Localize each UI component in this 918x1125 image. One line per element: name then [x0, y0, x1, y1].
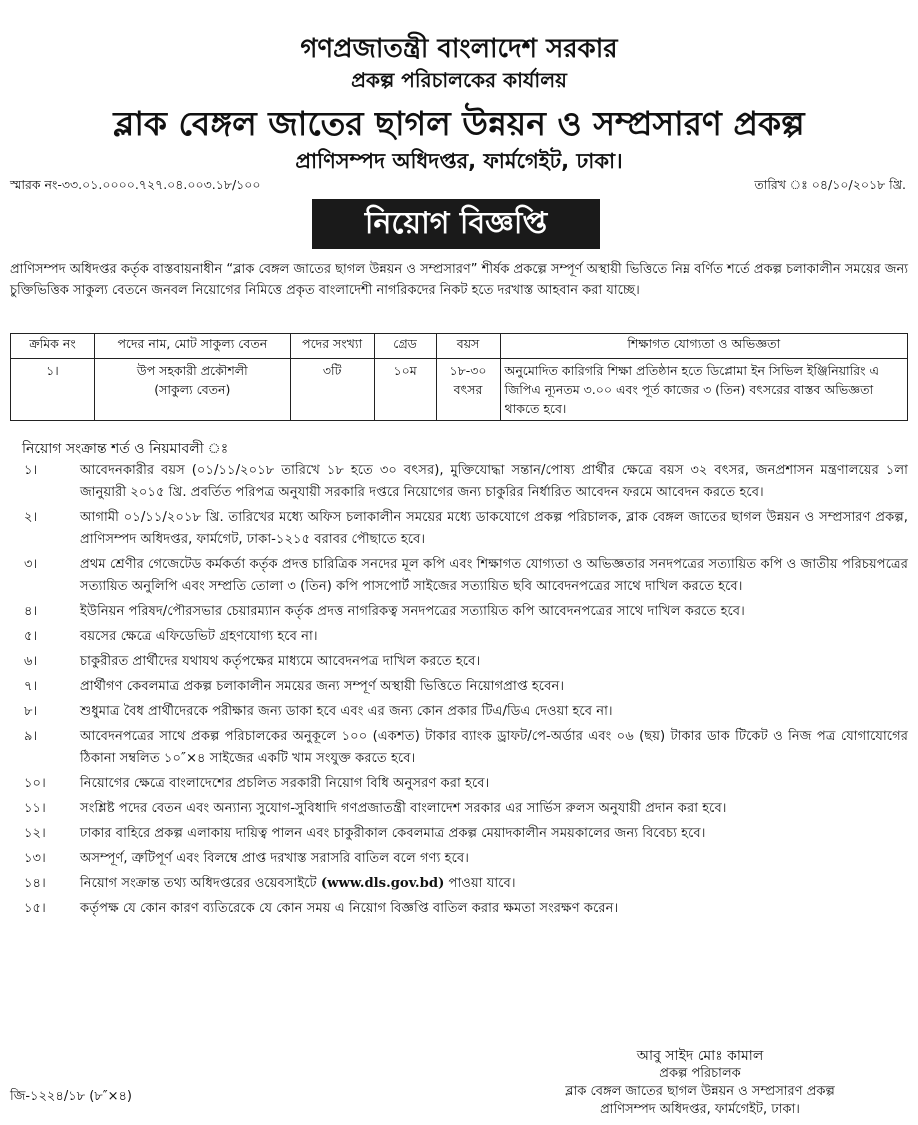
post-name: উপ সহকারী প্রকৌশলী: [136, 363, 248, 378]
office-title: প্রকল্প পরিচালকের কার্যালয়: [351, 68, 567, 92]
cell-grade: ১০ম: [374, 359, 436, 421]
list-item: [10, 848, 908, 870]
cell-count: ৩টি: [290, 359, 374, 421]
cell-qualification: অনুমোদিত কারিগরি শিক্ষা প্রতিষ্ঠান হতে ডিপ্লোমা ইন সিভিল ইঞ্জিনিয়ারিং এ জিপিএ ন্যূনতম ৩.০০ এবং পূর্ত কাজের ৩ (তিন) বৎসরের বাস্তব অভিজ্ঞতা থাকতে হবে।: [500, 359, 907, 421]
cell-age: ১৮-৩০ বৎসর: [436, 359, 500, 421]
item-text: আবেদনপত্রের সাথে প্রকল্প পরিচালকের অনুকূলে ১০০ (একশত) টাকার ব্যাংক ড্রাফট/পে-অর্ডার এবং ০৬ (ছয়) টাকার ডাক টিকেট ও নিজ পত্র যোগাযোগের ঠিকানা সম্বলিত ১০″×৪ সাইজের একটি খাম সংযুক্ত করতে হবে।: [80, 729, 908, 766]
item-number: ১৫।: [24, 901, 46, 916]
item-text: চাকুরীরত প্রার্থীদের যথাযথ কর্তৃপক্ষের মাধ্যমে আবেদনপত্র দাখিল করতে হবে।: [80, 654, 481, 669]
conditions-list: [10, 460, 908, 923]
item-number: ৭।: [24, 679, 38, 694]
list-item: [10, 773, 908, 795]
table-row: [11, 359, 908, 421]
item-number: ৯।: [24, 729, 38, 744]
cell-post: [94, 359, 290, 421]
website-url: (www.dls.gov.bd): [320, 876, 445, 891]
conditions-title: নিয়োগ সংক্রান্ত শর্ত ও নিয়মাবলী ঃ: [22, 441, 229, 457]
table-header-row: [11, 334, 908, 359]
item-number: ১০।: [24, 776, 46, 791]
department-address: প্রাণিসম্পদ অধিদপ্তর, ফার্মগেইট, ঢাকা।: [295, 149, 623, 173]
item-number: ৬।: [24, 654, 38, 669]
item-number: ৮।: [24, 704, 38, 719]
government-title: গণপ্রজাতন্ত্রী বাংলাদেশ সরকার: [300, 34, 618, 64]
signatory-designation: প্রকল্প পরিচালক: [659, 1066, 741, 1081]
header-count: পদের সংখ্যা: [290, 334, 374, 359]
list-item: [10, 601, 908, 623]
item-text-before: নিয়োগ সংক্রান্ত তথ্য অধিদপ্তরের ওয়েবসাইটে: [80, 876, 321, 891]
item-text: নিয়োগের ক্ষেত্রে বাংলাদেশের প্রচলিত সরকারী নিয়োগ বিধি অনুসরণ করা হবে।: [80, 776, 490, 791]
signatory-project: ব্লাক বেঙ্গল জাতের ছাগল উন্নয়ন ও সম্প্রসারণ প্রকল্প: [565, 1084, 835, 1099]
item-number: ১৪।: [24, 876, 46, 891]
item-text: বয়সের ক্ষেত্রে এফিডেভিট গ্রহণযোগ্য হবে না।: [80, 629, 318, 644]
item-number: ৪।: [24, 604, 38, 619]
notice-banner: নিয়োগ বিজ্ঞপ্তি: [312, 199, 600, 249]
signature-block: [500, 1047, 900, 1119]
list-item: [10, 798, 908, 820]
item-text: অসম্পূর্ণ, ত্রুটিপূর্ণ এবং বিলম্বে প্রাপ্ত দরখাস্ত সরাসরি বাতিল বলে গণ্য হবে।: [80, 851, 469, 866]
post-salary: (সাকুল্য বেতন): [154, 382, 231, 397]
header-serial: ক্রমিক নং: [11, 334, 95, 359]
item-text: [80, 873, 908, 895]
vacancy-table: [10, 333, 908, 421]
memo-number: স্মারক নং-৩৩.০১.০০০০.৭২৭.০৪.০০৩.১৮/১০০: [10, 177, 261, 192]
item-text-after: পাওয়া যাবে।: [444, 876, 516, 891]
list-item: [10, 651, 908, 673]
item-number: ২।: [24, 510, 38, 525]
item-text: শুধুমাত্র বৈধ প্রার্থীদেরকে পরীক্ষার জন্য ডাকা হবে এবং এর জন্য কোন প্রকার টিএ/ডিএ দেওয়া হবে না।: [80, 704, 613, 719]
item-text: ইউনিয়ন পরিষদ/পৌরসভার চেয়ারম্যান কর্তৃক প্রদত্ত নাগরিকত্ব সনদপত্রের সত্যায়িত কপি আবেদনপত্রের সাথে দাখিল করতে হবে।: [80, 604, 745, 619]
list-item: [10, 554, 908, 598]
signatory-address: প্রাণিসম্পদ অধিদপ্তর, ফার্মগেইট, ঢাকা।: [600, 1102, 800, 1117]
list-item: [10, 507, 908, 551]
list-item: [10, 726, 908, 770]
item-text: প্রথম শ্রেণীর গেজেটেড কর্মকর্তা কর্তৃক প্রদত্ত চারিত্রিক সনদের মূল কপি এবং শিক্ষাগত যোগ্যতা ও অভিজ্ঞতার সনদপত্রের সত্যায়িত কপি ও জাতীয় পরিচয়পত্রের সত্যায়িত অনুলিপি এবং সম্প্রতি তোলা ৩ (তিন) কপি পাসপোর্ট সাইজের সত্যায়িত ছবি আবেদনপত্রের সাথে দাখিল করতে হবে।: [80, 557, 908, 594]
item-number: ১৩।: [24, 851, 46, 866]
item-text: আগামী ০১/১১/২০১৮ খ্রি. তারিখের মধ্যে অফিস চলাকালীন সময়ের মধ্যে ডাকযোগে প্রকল্প পরিচালক, ব্লাক বেঙ্গল জাতের ছাগল উন্নয়ন ও সম্প্রসারণ প্রকল্প, প্রাণিসম্পদ অধিদপ্তর, ফার্মগেট, ঢাকা-১২১৫ বরাবর পৌছাতে হবে।: [80, 510, 908, 547]
list-item: [10, 676, 908, 698]
ad-code: জি-১২২৪/১৮ (৮″×৪): [10, 1089, 132, 1104]
item-number: ৩।: [24, 557, 38, 572]
item-number: ১।: [24, 463, 38, 478]
project-title: ব্লাক বেঙ্গল জাতের ছাগল উন্নয়ন ও সম্প্রসারণ প্রকল্প: [113, 104, 805, 143]
item-number: ৫।: [24, 629, 38, 644]
signatory-name: আবু সাইদ মোঃ কামাল: [636, 1048, 764, 1064]
item-text: ঢাকার বাহিরে প্রকল্প এলাকায় দায়িত্ব পালন এবং চাকুরীকাল কেবলমাত্র প্রকল্প মেয়াদকালীন সময়কালের জন্য বিবেচ্য হবে।: [80, 826, 706, 841]
header-age: বয়স: [436, 334, 500, 359]
list-item: [10, 823, 908, 845]
cell-serial: ১।: [11, 359, 95, 421]
header-qualification: শিক্ষাগত যোগ্যতা ও অভিজ্ঞতা: [500, 334, 907, 359]
list-item: [10, 626, 908, 648]
header-grade: গ্রেড: [374, 334, 436, 359]
item-text: কর্তৃপক্ষ যে কোন কারণ ব্যতিরেকে যে কোন সময় এ নিয়োগ বিজ্ঞপ্তি বাতিল করার ক্ষমতা সংরক্ষণ করেন।: [80, 901, 619, 916]
item-number: ১১।: [24, 801, 46, 816]
notice-date: তারিখ ঃ ০৪/১০/২০১৮ খ্রি.: [754, 177, 906, 192]
item-text: প্রার্থীগণ কেবলমাত্র প্রকল্প চলাকালীন সময়ের জন্য সম্পূর্ণ অস্থায়ী ভিত্তিতে নিয়োগপ্রাপ্ত হবেন।: [80, 679, 565, 694]
item-text: আবেদনকারীর বয়স (০১/১১/২০১৮ তারিখে ১৮ হতে ৩০ বৎসর), মুক্তিযোদ্ধা সন্তান/পোষ্য প্রার্থীর ক্ষেত্রে বয়স ৩২ বৎসর, জনপ্রশাসন মন্ত্রণালয়ের ১লা জানুয়ারী ২০১৫ খ্রি. প্রবর্তিত পরিপত্র অনুযায়ী সরকারি দপ্তরে নিয়োগের জন্য চাকুরির নির্ধারিত আবেদন ফরমে আবেদন করতে হবে।: [80, 463, 908, 500]
list-item: [10, 460, 908, 504]
item-text: সংশ্লিষ্ট পদের বেতন এবং অন্যান্য সুযোগ-সুবিধাদি গণপ্রজাতন্ত্রী বাংলাদেশ সরকার এর সার্ভিস রুলস অনুযায়ী প্রদান করা হবে।: [80, 801, 727, 816]
list-item: [10, 701, 908, 723]
header-post: পদের নাম, মোট সাকুল্য বেতন: [94, 334, 290, 359]
list-item: [10, 873, 908, 895]
list-item: [10, 898, 908, 920]
intro-paragraph: প্রাণিসম্পদ অধিদপ্তর কর্তৃক বাস্তবায়নাধীন “ব্লাক বেঙ্গল জাতের ছাগল উন্নয়ন ও সম্প্রসারণ” শীর্ষক প্রকল্পে সম্পূর্ণ অস্থায়ী ভিত্তিতে নিম্ন বর্ণিত শর্তে প্রকল্প চলাকালীন সময়ের জন্য চুক্তিভিত্তিক সাকুল্য বেতনে জনবল নিয়োগের নিমিত্তে প্রকৃত বাংলাদেশী নাগরিকদের নিকট হতে দরখাস্ত আহবান করা যাচ্ছে।: [10, 262, 908, 298]
item-number: ১২।: [24, 826, 46, 841]
